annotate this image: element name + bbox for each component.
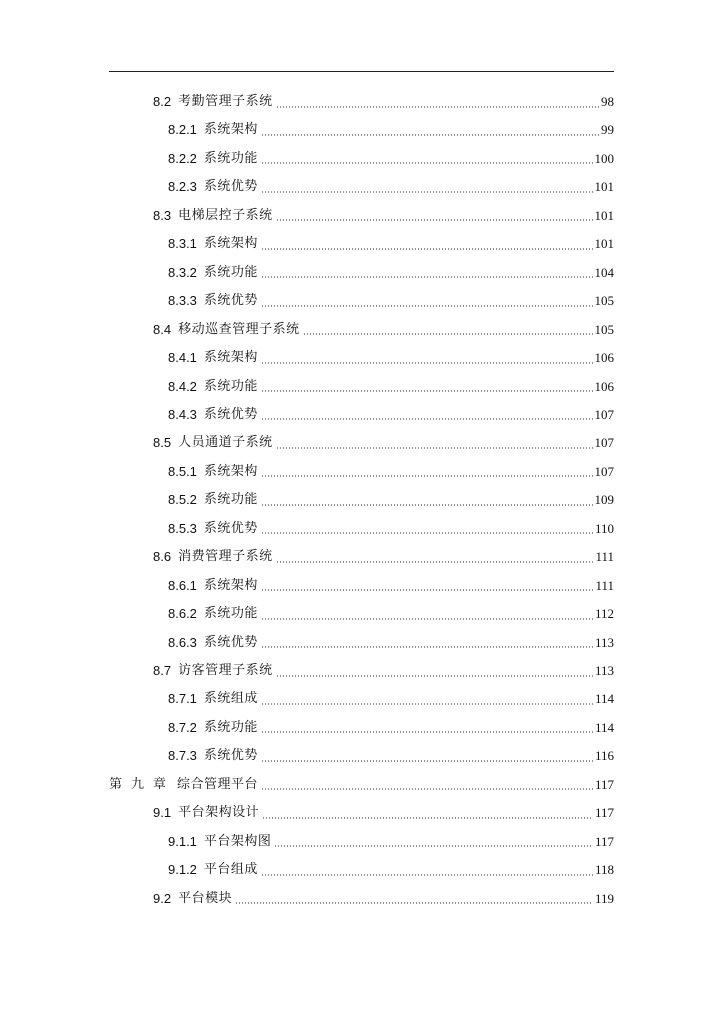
toc-entry-title: 系统功能 (203, 719, 258, 735)
toc-entry-number: 9.1.2 (168, 862, 197, 878)
toc-entry-title: 系统架构 (203, 350, 258, 366)
dot-leader (276, 219, 593, 221)
toc-entry-title: 系统架构 (203, 236, 258, 252)
toc-entry-number: 8.7.2 (168, 719, 197, 735)
toc-entry[interactable] (153, 316, 614, 344)
toc-entry[interactable] (168, 344, 614, 372)
toc-entry-page-number: 105 (594, 321, 614, 337)
dot-leader (235, 902, 593, 904)
toc-entry-page-number: 101 (594, 207, 614, 223)
toc-entry-number: 8.4.2 (168, 378, 197, 394)
dot-leader (276, 561, 594, 563)
toc-entry-title: 消费管理子系统 (178, 549, 273, 565)
toc-entry-page-number: 101 (594, 179, 614, 195)
toc-entry-title: 平台架构图 (203, 833, 272, 849)
toc-entry-number: 8.6 (153, 549, 172, 565)
toc-entry-page-number: 101 (594, 236, 614, 252)
toc-entry-title: 移动巡查管理子系统 (178, 321, 300, 337)
toc-entry[interactable] (168, 572, 614, 600)
toc-entry-number: 8.2.3 (168, 179, 197, 195)
toc-entry[interactable] (168, 173, 614, 201)
toc-entry[interactable] (153, 88, 614, 116)
dot-leader (261, 362, 593, 364)
toc-entry-title: 系统功能 (203, 606, 258, 622)
toc-entry-page-number: 104 (594, 264, 614, 280)
toc-entry-number: 8.4.1 (168, 350, 197, 366)
toc-entry[interactable] (168, 685, 614, 713)
toc-entry-page-number: 98 (601, 94, 614, 109)
toc-entry-title: 考勤管理子系统 (178, 94, 273, 109)
toc-entry[interactable] (168, 600, 614, 628)
dot-leader (261, 248, 593, 250)
toc-entry[interactable] (168, 259, 614, 287)
dot-leader (276, 106, 599, 108)
toc-entry-title: 系统架构 (203, 122, 258, 138)
toc-entry-title: 综合管理平台 (177, 776, 259, 792)
toc-entry[interactable] (168, 287, 614, 315)
toc-entry-page-number: 111 (595, 549, 614, 565)
toc-entry-page-number: 116 (594, 748, 614, 764)
toc-entry-title: 系统功能 (203, 150, 258, 166)
toc-entry-page-number: 114 (594, 719, 614, 735)
toc-entry-page-number: 117 (594, 805, 614, 821)
toc-entry-title: 访客管理子系统 (178, 663, 273, 678)
toc-entry-number: 8.2 (153, 94, 172, 109)
toc-entry-page-number: 100 (594, 150, 614, 166)
dot-leader (261, 475, 593, 477)
toc-entry-title: 系统功能 (203, 378, 258, 394)
toc-entry-number: 8.2.2 (168, 150, 197, 166)
dot-leader (261, 390, 593, 392)
dot-leader (261, 418, 593, 420)
dot-leader (261, 874, 593, 876)
toc-entry-page-number: 118 (594, 862, 614, 878)
toc-entry[interactable] (168, 458, 614, 486)
toc-entry-number: 8.5.3 (168, 520, 197, 536)
dot-leader (303, 333, 593, 335)
dot-leader (261, 305, 593, 307)
toc-entry-title: 系统功能 (203, 264, 258, 280)
dot-leader (276, 447, 593, 449)
toc-entry-title: 系统优势 (203, 634, 258, 650)
toc-entry-page-number: 107 (594, 406, 614, 422)
toc-entry-number: 8.3.1 (168, 236, 197, 252)
dot-leader (261, 760, 593, 762)
toc-entry-page-number: 106 (594, 378, 614, 394)
toc-entry-page-number: 110 (594, 520, 614, 536)
toc-entry-number: 8.7.3 (168, 748, 197, 764)
header-rule (109, 71, 614, 72)
toc-entry[interactable] (153, 429, 614, 457)
toc-entry[interactable] (153, 202, 614, 230)
toc-entry-number: 9.1 (153, 805, 172, 821)
toc-entry[interactable] (153, 657, 614, 685)
toc-entry-page-number: 107 (594, 463, 614, 479)
toc-entry[interactable] (168, 230, 614, 258)
toc-entry-page-number: 111 (595, 577, 614, 593)
toc-entry-number: 8.6.3 (168, 634, 197, 650)
toc-entry-title: 系统架构 (203, 577, 258, 593)
toc-entry[interactable] (168, 856, 614, 884)
toc-entry-page-number: 117 (594, 776, 614, 792)
dot-leader (261, 134, 599, 136)
toc-entry-page-number: 119 (594, 890, 614, 906)
toc-entry-title: 系统优势 (203, 406, 258, 422)
toc-entry[interactable] (168, 373, 614, 401)
toc-entry-number: 8.3 (153, 207, 172, 223)
dot-leader (261, 646, 593, 648)
toc-entry-number: 8.7 (153, 663, 172, 678)
dot-leader (261, 731, 593, 733)
toc-entry-title: 系统组成 (203, 691, 258, 707)
dot-leader (276, 675, 593, 677)
toc-entry-page-number: 99 (601, 122, 614, 138)
toc-entry-number: 8.2.1 (168, 122, 197, 138)
toc-entry-title: 系统架构 (203, 463, 258, 479)
toc-entry[interactable] (168, 828, 614, 856)
toc-entry-title: 系统优势 (203, 179, 258, 195)
toc-entry-number: 8.6.2 (168, 606, 197, 622)
toc-entry-number: 8.5.1 (168, 463, 197, 479)
dot-leader (274, 845, 593, 847)
toc-entry[interactable] (168, 742, 614, 770)
toc-entry-title: 平台模块 (178, 890, 233, 906)
toc-entry-page-number: 113 (594, 634, 614, 650)
toc-entry-number: 8.3.2 (168, 264, 197, 280)
toc-entry-number: 8.5 (153, 435, 172, 451)
toc-entry-title: 电梯层控子系统 (178, 207, 273, 223)
toc-entry-number: 8.4.3 (168, 406, 197, 422)
toc-entry-number: 9.1.1 (168, 833, 197, 849)
dot-leader (261, 504, 593, 506)
toc-entry-page-number: 113 (594, 663, 614, 678)
toc-entry-number: 8.3.3 (168, 293, 197, 309)
toc-entry-title: 系统优势 (203, 293, 258, 309)
toc-entry[interactable] (168, 486, 614, 514)
dot-leader (261, 276, 593, 278)
toc-entry[interactable] (168, 515, 614, 543)
toc-entry-page-number: 109 (594, 492, 614, 508)
toc-entry-title: 系统优势 (203, 520, 258, 536)
dot-leader (261, 703, 593, 705)
toc-entry-number: 8.4 (153, 321, 172, 337)
toc-entry[interactable] (153, 543, 614, 571)
dot-leader (261, 788, 593, 790)
dot-leader (261, 618, 593, 620)
toc-entry-page-number: 112 (594, 606, 614, 622)
dot-leader (261, 191, 593, 193)
dot-leader (262, 817, 593, 819)
toc-entry-number: 9.2 (153, 890, 172, 906)
toc-entry-title: 系统优势 (203, 748, 258, 764)
toc-entry[interactable] (168, 145, 614, 173)
toc-entry-title: 人员通道子系统 (178, 435, 273, 451)
toc-entry-title: 平台架构设计 (178, 805, 260, 821)
toc-entry[interactable] (168, 714, 614, 742)
toc-entry-number: 8.7.1 (168, 691, 197, 707)
toc-entry-page-number: 106 (594, 350, 614, 366)
dot-leader (261, 162, 593, 164)
toc-entry[interactable] (168, 116, 614, 144)
dot-leader (261, 532, 593, 534)
toc-entry[interactable] (153, 885, 614, 913)
toc-entry-title: 系统功能 (203, 492, 258, 508)
toc-entry-title: 平台组成 (203, 862, 258, 878)
toc-entry-number: 第九章 (109, 776, 176, 792)
toc-entry-page-number: 105 (594, 293, 614, 309)
toc-entry-page-number: 114 (594, 691, 614, 707)
dot-leader (261, 589, 594, 591)
toc-entry-page-number: 107 (594, 435, 614, 451)
toc-entry-page-number: 117 (594, 833, 614, 849)
toc-entry-number: 8.5.2 (168, 492, 197, 508)
toc-entry-number: 8.6.1 (168, 577, 197, 593)
toc-entry[interactable] (168, 629, 614, 657)
toc-entry[interactable] (153, 799, 614, 827)
toc-entry[interactable] (109, 771, 614, 799)
toc-entry[interactable] (168, 401, 614, 429)
